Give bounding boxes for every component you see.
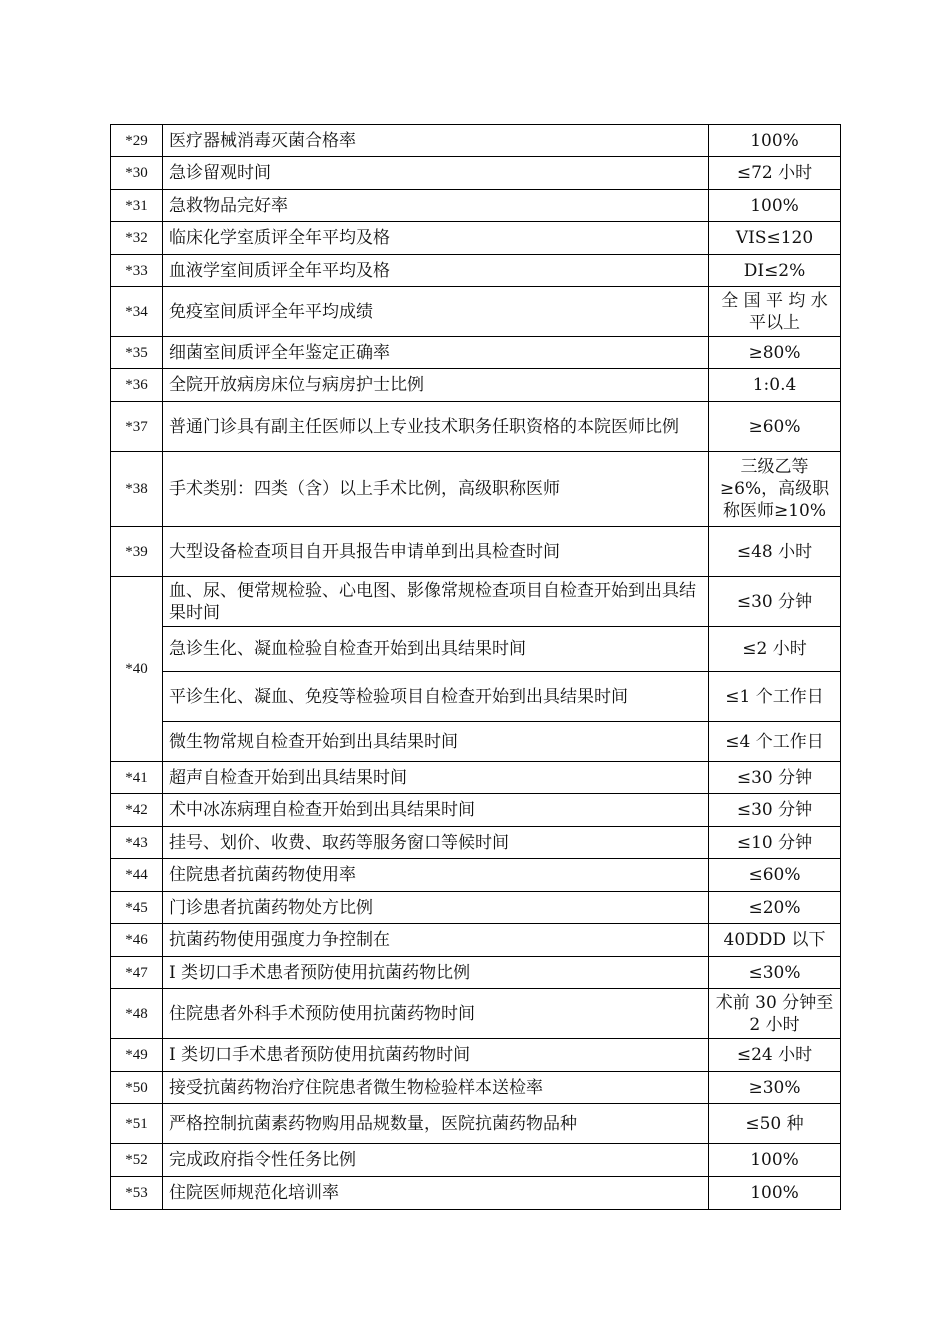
table-row [111,627,841,672]
table-row [111,1039,841,1072]
indicator-item: 住院医师规范化培训率 [163,1177,709,1210]
row-number: *52 [111,1144,163,1177]
indicator-item: 接受抗菌药物治疗住院患者微生物检验样本送检率 [163,1072,709,1104]
table-row [111,892,841,924]
row-number: *29 [111,125,163,157]
indicator-item: 医疗器械消毒灭菌合格率 [163,125,709,157]
row-number: *47 [111,957,163,989]
row-number: *30 [111,157,163,190]
table-row [111,452,841,527]
indicator-target: ≥80% [709,337,841,369]
indicator-target: ≤30 分钟 [709,762,841,794]
indicator-item: 免疫室间质评全年平均成绩 [163,287,709,337]
row-number: *38 [111,452,163,527]
row-number: *40 [111,577,163,762]
indicator-item: 住院患者外科手术预防使用抗菌药物时间 [163,989,709,1039]
indicator-target: 术前 30 分钟至 2 小时 [709,989,841,1039]
indicator-item: 平诊生化、凝血、免疫等检验项目自检查开始到出具结果时间 [163,672,709,722]
indicator-target: ≤2 小时 [709,627,841,672]
row-number: *51 [111,1104,163,1144]
indicator-item: 门诊患者抗菌药物处方比例 [163,892,709,924]
row-number: *33 [111,255,163,287]
table-row [111,287,841,337]
table-row [111,827,841,859]
indicator-target: ≤1 个工作日 [709,672,841,722]
indicator-target: ≤48 小时 [709,527,841,577]
indicator-target: 100% [709,190,841,222]
table-row [111,1177,841,1210]
table-row [111,1144,841,1177]
indicator-item: 手术类别：四类（含）以上手术比例，高级职称医师 [163,452,709,527]
row-number: *50 [111,1072,163,1104]
indicator-item: 挂号、划价、收费、取药等服务窗口等候时间 [163,827,709,859]
indicator-item: 细菌室间质评全年鉴定正确率 [163,337,709,369]
indicator-item: 微生物常规自检查开始到出具结果时间 [163,722,709,762]
indicator-target: ≤50 种 [709,1104,841,1144]
table-row [111,369,841,402]
indicator-target: ≤60% [709,859,841,892]
row-number: *46 [111,924,163,957]
indicator-item: 术中冰冻病理自检查开始到出具结果时间 [163,794,709,827]
indicator-item: 住院患者抗菌药物使用率 [163,859,709,892]
row-number: *34 [111,287,163,337]
indicator-item: 全院开放病房床位与病房护士比例 [163,369,709,402]
table-row [111,157,841,190]
indicator-target: 100% [709,1144,841,1177]
indicator-table [110,124,841,1210]
indicator-target: ≤20% [709,892,841,924]
indicator-target: VIS≤120 [709,222,841,255]
table-row [111,957,841,989]
table-row [111,762,841,794]
table-row [111,1104,841,1144]
indicator-target: 全 国 平 均 水 平以上 [709,287,841,337]
indicator-target: ≥60% [709,402,841,452]
row-number: *36 [111,369,163,402]
indicator-target: ≤30% [709,957,841,989]
indicator-item: 大型设备检查项目自开具报告申请单到出具检查时间 [163,527,709,577]
table-row [111,402,841,452]
row-number: *42 [111,794,163,827]
indicator-table-body [111,125,841,1210]
indicator-target: 100% [709,125,841,157]
indicator-item: 抗菌药物使用强度力争控制在 [163,924,709,957]
row-number: *45 [111,892,163,924]
row-number: *44 [111,859,163,892]
indicator-target: 三级乙等≥6%，高级职称医师≥10% [709,452,841,527]
table-row [111,722,841,762]
table-row [111,1072,841,1104]
indicator-item: 普通门诊具有副主任医师以上专业技术职务任职资格的本院医师比例 [163,402,709,452]
indicator-target: ≤4 个工作日 [709,722,841,762]
indicator-item: 完成政府指令性任务比例 [163,1144,709,1177]
indicator-target: 100% [709,1177,841,1210]
table-row [111,527,841,577]
table-row [111,794,841,827]
row-number: *53 [111,1177,163,1210]
table-row [111,989,841,1039]
table-row [111,190,841,222]
indicator-target: ≥30% [709,1072,841,1104]
row-number: *35 [111,337,163,369]
row-number: *37 [111,402,163,452]
row-number: *32 [111,222,163,255]
indicator-target: ≤30 分钟 [709,794,841,827]
indicator-item: 超声自检查开始到出具结果时间 [163,762,709,794]
indicator-target: ≤10 分钟 [709,827,841,859]
indicator-item: 血液学室间质评全年平均及格 [163,255,709,287]
indicator-target: 40DDD 以下 [709,924,841,957]
indicator-item: 严格控制抗菌素药物购用品规数量，医院抗菌药物品种 [163,1104,709,1144]
indicator-target: DI≤2% [709,255,841,287]
table-row [111,672,841,722]
indicator-item: 急诊留观时间 [163,157,709,190]
indicator-item: 血、尿、便常规检验、心电图、影像常规检查项目自检查开始到出具结果时间 [163,577,709,627]
indicator-item: I 类切口手术患者预防使用抗菌药物时间 [163,1039,709,1072]
row-number: *31 [111,190,163,222]
indicator-target: 1:0.4 [709,369,841,402]
row-number: *49 [111,1039,163,1072]
row-number: *43 [111,827,163,859]
table-row [111,222,841,255]
indicator-item: 临床化学室质评全年平均及格 [163,222,709,255]
table-row [111,859,841,892]
row-number: *39 [111,527,163,577]
table-row [111,577,841,627]
indicator-item: 急救物品完好率 [163,190,709,222]
row-number: *41 [111,762,163,794]
indicator-item: I 类切口手术患者预防使用抗菌药物比例 [163,957,709,989]
table-row [111,255,841,287]
indicator-item: 急诊生化、凝血检验自检查开始到出具结果时间 [163,627,709,672]
table-row [111,125,841,157]
table-row [111,337,841,369]
indicator-target: ≤30 分钟 [709,577,841,627]
indicator-target: ≤24 小时 [709,1039,841,1072]
table-row [111,924,841,957]
indicator-target: ≤72 小时 [709,157,841,190]
row-number: *48 [111,989,163,1039]
